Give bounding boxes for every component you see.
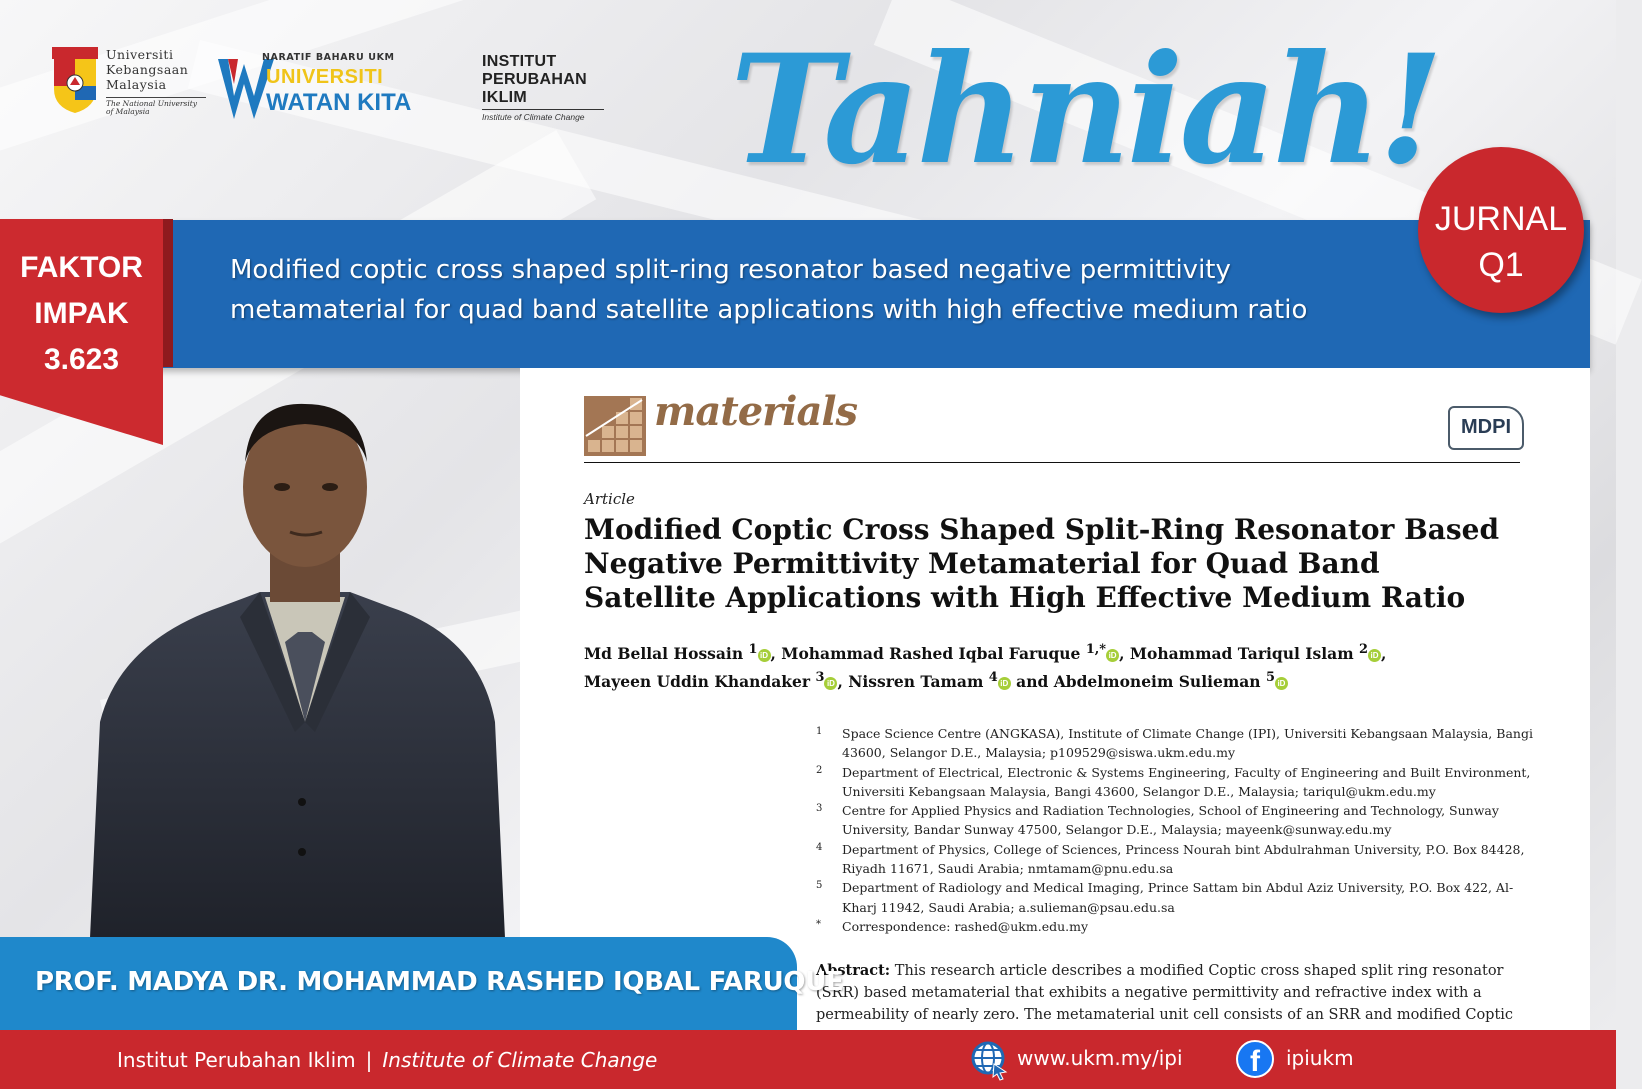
author-name: Nissren Tamam — [848, 672, 984, 692]
paper-title: Modified Coptic Cross Shaped Split-Ring Resonator Based Negative Permittivity Metamaterial for Quad Band Satellite Applications with High Effective Medium Ratio — [584, 513, 1500, 614]
uwk-small-text: NARATIF BAHARU UKM — [262, 52, 395, 63]
orcid-icon: iD — [1368, 649, 1381, 662]
author-name: Mohammad Tariqul Islam — [1129, 644, 1354, 664]
affiliation-item: 5 Department of Radiology and Medical Imaging, Prince Sattam bin Abdul Aziz University, P.O. Box 422, Al-Kharj 11942, Saudi Arabia; a.sulieman@psau.edu.sa — [816, 880, 1514, 915]
ukm-wordmark: Universiti Kebangsaan Malaysia — [106, 47, 189, 92]
uwk-line1: UNIVERSITI — [266, 66, 384, 88]
orcid-icon: iD — [1275, 677, 1288, 690]
globe-icon — [968, 1038, 1010, 1080]
affiliation-item: * Correspondence: rashed@ukm.edu.my — [816, 918, 1089, 934]
mdpi-logo: MDPI — [1448, 406, 1524, 450]
journal-name: materials — [654, 388, 858, 435]
person-name: PROF. MADYA DR. MOHAMMAD RASHED IQBAL FARUQUE — [35, 967, 844, 997]
author-list: Md Bellal Hossain $^1$ iD , Mohammad Rashed Iqbal Faruque $^{1,*}$ iD , Mohammad Tariqul Islam $^2$ iD , Mayeen Uddin Khandaker $^3$ iD , Nissren Tamam $^4$ iD and Abdelmoneim Sulieman $^5$ iD — [584, 642, 1387, 692]
tahniah-headline: Tahniah! — [730, 22, 1440, 198]
header-rule — [584, 462, 1520, 463]
abstract-label: Abstract: — [816, 962, 891, 979]
author-name: Abdelmoneim Sulieman — [1053, 672, 1261, 692]
banner-title: Modified coptic cross shaped split-ring resonator based negative permittivity metamaterial for quad band satellite applications with high effective medium ratio — [230, 255, 1308, 325]
orcid-icon: iD — [998, 677, 1011, 690]
ukm-tagline: The National University of Malaysia — [106, 97, 206, 116]
ukm-logo — [50, 45, 210, 125]
website-link[interactable]: www.ukm.my/ipi — [1017, 1046, 1183, 1070]
facebook-link[interactable]: ipiukm — [1286, 1046, 1354, 1070]
orcid-icon: iD — [824, 677, 837, 690]
footer-organisation: Institut Perubahan Iklim | Institute of Climate Change — [117, 1048, 658, 1072]
author-name: Mohammad Rashed Iqbal Faruque — [781, 644, 1081, 664]
affiliation-item: 1 Space Science Centre (ANGKASA), Institute of Climate Change (IPI), Universiti Kebangsaan Malaysia, Bangi 43600, Selangor D.E., Malaysia; p109529@siswa.ukm.edu.my — [816, 726, 1533, 761]
orcid-icon: iD — [1106, 649, 1119, 662]
uwk-line2: WATAN KITA — [266, 89, 412, 116]
person-photo — [90, 392, 520, 938]
facebook-icon: f — [1236, 1040, 1274, 1078]
journal-icon — [584, 396, 646, 456]
affiliations — [816, 724, 1536, 936]
universiti-watan-kita-logo — [218, 52, 448, 127]
ribbon-fold — [163, 219, 173, 367]
orcid-icon: iD — [758, 649, 771, 662]
article-type: Article — [584, 490, 635, 508]
journal-q1-badge: JURNAL Q1 — [1418, 147, 1584, 313]
author-name: Mayeen Uddin Khandaker — [584, 672, 811, 692]
affiliation-item: 2 Department of Electrical, Electronic & Systems Engineering, Faculty of Engineering and Built Environment, Universiti Kebangsaan Malaysia, Bangi 43600, Selangor D.E., Malaysia; tariqul@ukm.edu.my — [816, 764, 1531, 799]
paper-preview — [520, 368, 1590, 1030]
ipi-subtitle: Institute of Climate Change — [482, 109, 604, 122]
impact-factor-text: FAKTOR IMPAK 3.623 — [20, 251, 143, 376]
affiliation-item: 3 Centre for Applied Physics and Radiation Technologies, School of Engineering and Technology, Sunway University, Bandar Sunway 47500, Selangor D.E., Malaysia; mayeenk@sunway.edu.my — [816, 803, 1499, 838]
ipi-logo: INSTITUT PERUBAHAN IKLIM Institute of Climate Change — [482, 53, 607, 128]
crest-icon — [50, 45, 100, 115]
affiliation-item: 4 Department of Physics, College of Sciences, Princess Nourah bint Abdulrahman University, P.O. Box 84428, Riyadh 11671, Saudi Arabia; nmtamam@pnu.edu.sa — [816, 841, 1525, 877]
author-name: Md Bellal Hossain — [584, 644, 744, 664]
abstract-text: This research article describes a modified Coptic cross shaped split ring resonator (SRR) based metamaterial that exhibits a negative permittivity and refractive index with a permeability of nearly zero. The metamaterial unit cell consists of an SRR and modified Coptic — [816, 963, 1514, 1023]
